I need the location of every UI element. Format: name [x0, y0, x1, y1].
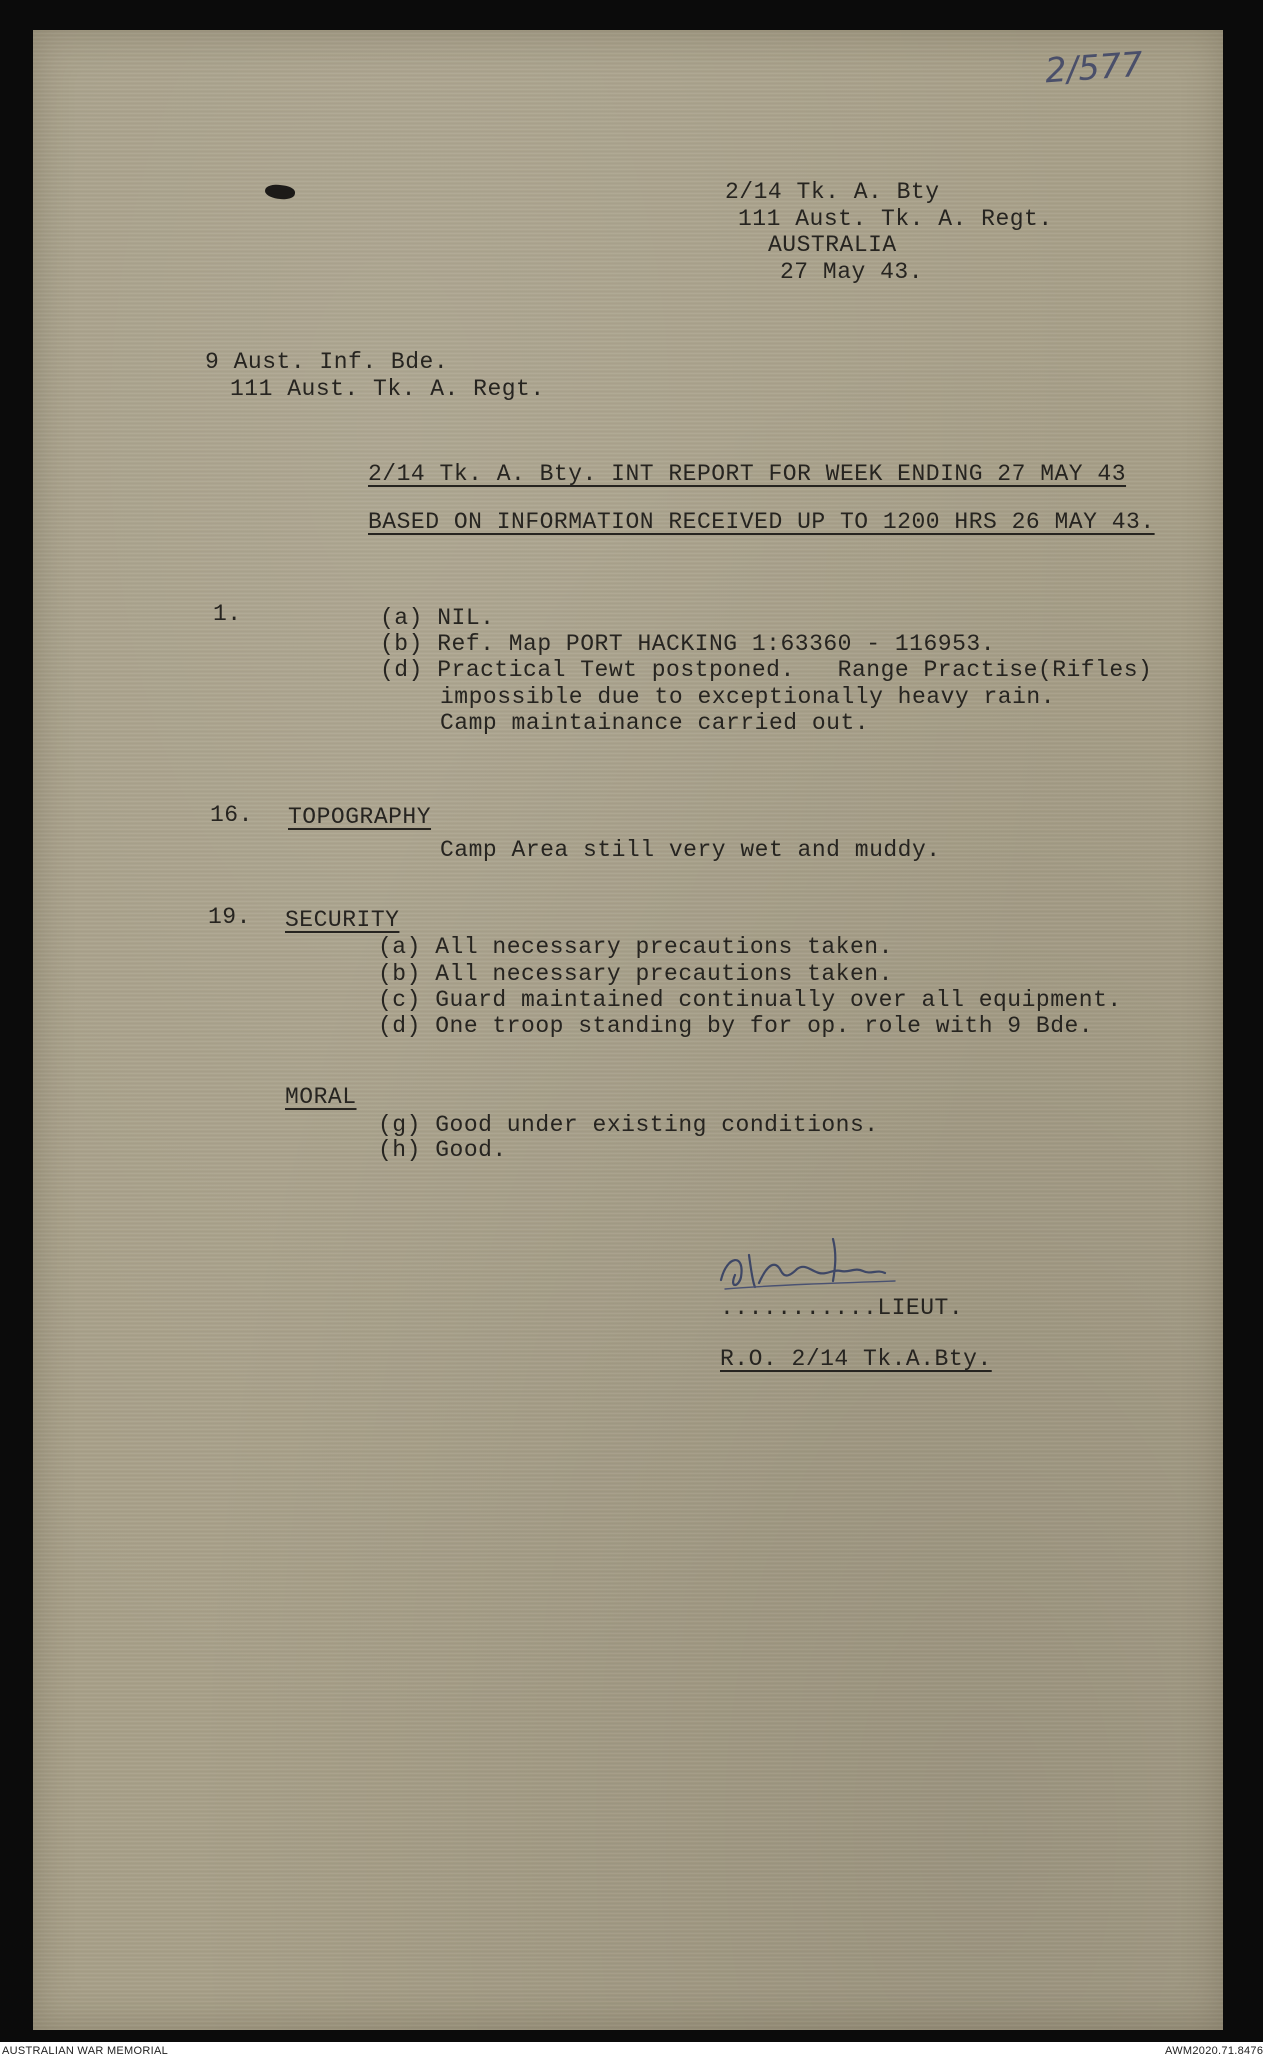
moral-heading: MORAL — [285, 1084, 357, 1110]
addressee-line-1: 9 Aust. Inf. Bde. — [205, 349, 449, 375]
subject-line-1: 2/14 Tk. A. Bty. INT REPORT FOR WEEK ENDING 27 MAY 43 — [368, 461, 1127, 487]
section-1-item-d-line-3: Camp maintainance carried out. — [440, 710, 870, 736]
footer-institution: AUSTRALIAN WAR MEMORIAL — [2, 2045, 169, 2057]
letterhead-country: AUSTRALIA — [768, 232, 897, 258]
subject-line-2: BASED ON INFORMATION RECEIVED UP TO 1200 HRS 26 MAY 43. — [368, 509, 1155, 535]
signature-line: ...........LIEUT. — [720, 1295, 964, 1321]
handwritten-signature — [715, 1225, 960, 1305]
section-1-number: 1. — [213, 601, 242, 627]
moral-item-h: (h) Good. — [378, 1137, 507, 1163]
letterhead-date: 27 May 43. — [780, 259, 924, 285]
section-1-item-d-line-1: (d) Practical Tewt postponed. Range Practise(Rifles) — [380, 657, 1153, 683]
letterhead-unit: 2/14 Tk. A. Bty — [725, 179, 940, 205]
addressee-line-2: 111 Aust. Tk. A. Regt. — [230, 376, 545, 402]
section-16-number: 16. — [210, 802, 253, 828]
section-19-item-b: (b) All necessary precautions taken. — [378, 961, 893, 987]
section-1-item-a: (a) NIL. — [380, 605, 495, 631]
section-1-item-b: (b) Ref. Map PORT HACKING 1:63360 - 116953. — [380, 631, 995, 657]
section-16-text: Camp Area still very wet and muddy. — [440, 837, 941, 863]
section-19-item-c: (c) Guard maintained continually over all equipment. — [378, 987, 1122, 1013]
section-19-heading: SECURITY — [285, 907, 400, 933]
signature-title: R.O. 2/14 Tk.A.Bty. — [720, 1346, 992, 1372]
moral-item-g: (g) Good under existing conditions. — [378, 1112, 879, 1138]
section-19-number: 19. — [208, 904, 251, 930]
footer-accession-number: AWM2020.71.8476 — [1165, 2045, 1263, 2057]
section-1-item-d-line-2: impossible due to exceptionally heavy rain. — [440, 684, 1055, 710]
section-19-item-d: (d) One troop standing by for op. role with 9 Bde. — [378, 1013, 1094, 1039]
letterhead-regiment: 111 Aust. Tk. A. Regt. — [738, 206, 1053, 232]
section-19-item-a: (a) All necessary precautions taken. — [378, 934, 893, 960]
section-16-heading: TOPOGRAPHY — [288, 804, 432, 830]
archive-reference-handwritten: 2/577 — [1043, 44, 1145, 92]
